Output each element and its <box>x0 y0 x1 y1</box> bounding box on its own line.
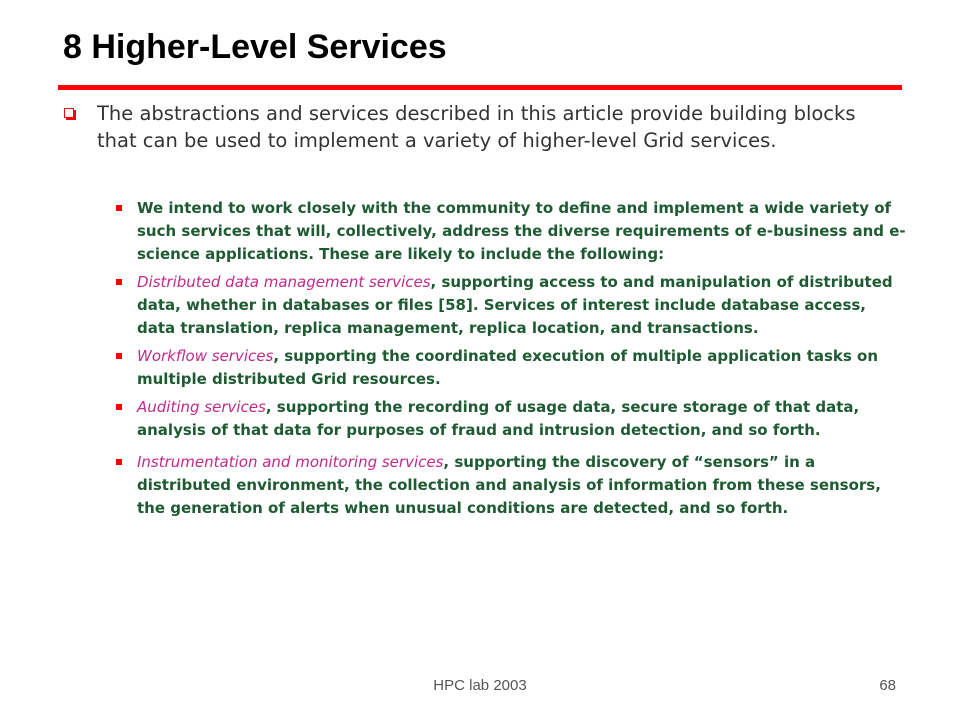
page-number: 68 <box>879 677 896 694</box>
sub-bullet-text: , supporting access to and manipulation of distributed data, whether in databases or files [58]. Services of interest include database access, data translation, replica management, replica location, and transactions. <box>137 273 893 337</box>
square-bullet-icon <box>116 404 122 410</box>
service-term: Auditing services <box>137 398 266 416</box>
main-bullet <box>64 100 864 154</box>
footer-label: HPC lab 2003 <box>433 677 527 694</box>
service-term: Distributed data management services <box>137 273 431 291</box>
sub-bullet-text: , supporting the discovery of “sensors” in a distributed environment, the collection and analysis of information from these sensors, the generation of alerts when unusual conditions are detected, and so forth. <box>137 453 881 517</box>
sub-bullet-item <box>116 345 906 391</box>
sub-bullet-item <box>116 271 906 340</box>
sub-bullet-text: , supporting the coordinated execution of multiple application tasks on multiple distributed Grid resources. <box>137 347 879 388</box>
service-term: Workflow services <box>137 347 274 365</box>
sub-bullet-list <box>116 197 906 525</box>
square-bullet-icon <box>116 459 122 465</box>
sub-bullet-item <box>116 197 906 266</box>
slide-title: 8 Higher-Level Services <box>63 28 447 66</box>
sub-bullet-text: We intend to work closely with the community to define and implement a wide variety of such services that will, collectively, address the diverse requirements of e-business and e-science applications. These are likely to include the following: <box>137 199 906 263</box>
main-bullet-text: The abstractions and services described in this article provide building blocks that can be used to implement a variety of higher-level Grid services. <box>97 102 856 152</box>
square-bullet-icon <box>116 205 122 211</box>
square-bullet-icon <box>116 279 122 285</box>
title-divider <box>58 85 902 90</box>
square-bullet-icon <box>116 353 122 359</box>
sub-bullet-item <box>116 396 906 442</box>
sub-bullet-item <box>116 451 906 520</box>
sub-bullet-text: , supporting the recording of usage data, secure storage of that data, analysis of that data for purposes of fraud and intrusion detection, and so forth. <box>137 398 860 439</box>
hollow-square-bullet-icon <box>64 108 74 118</box>
service-term: Instrumentation and monitoring services <box>137 453 444 471</box>
